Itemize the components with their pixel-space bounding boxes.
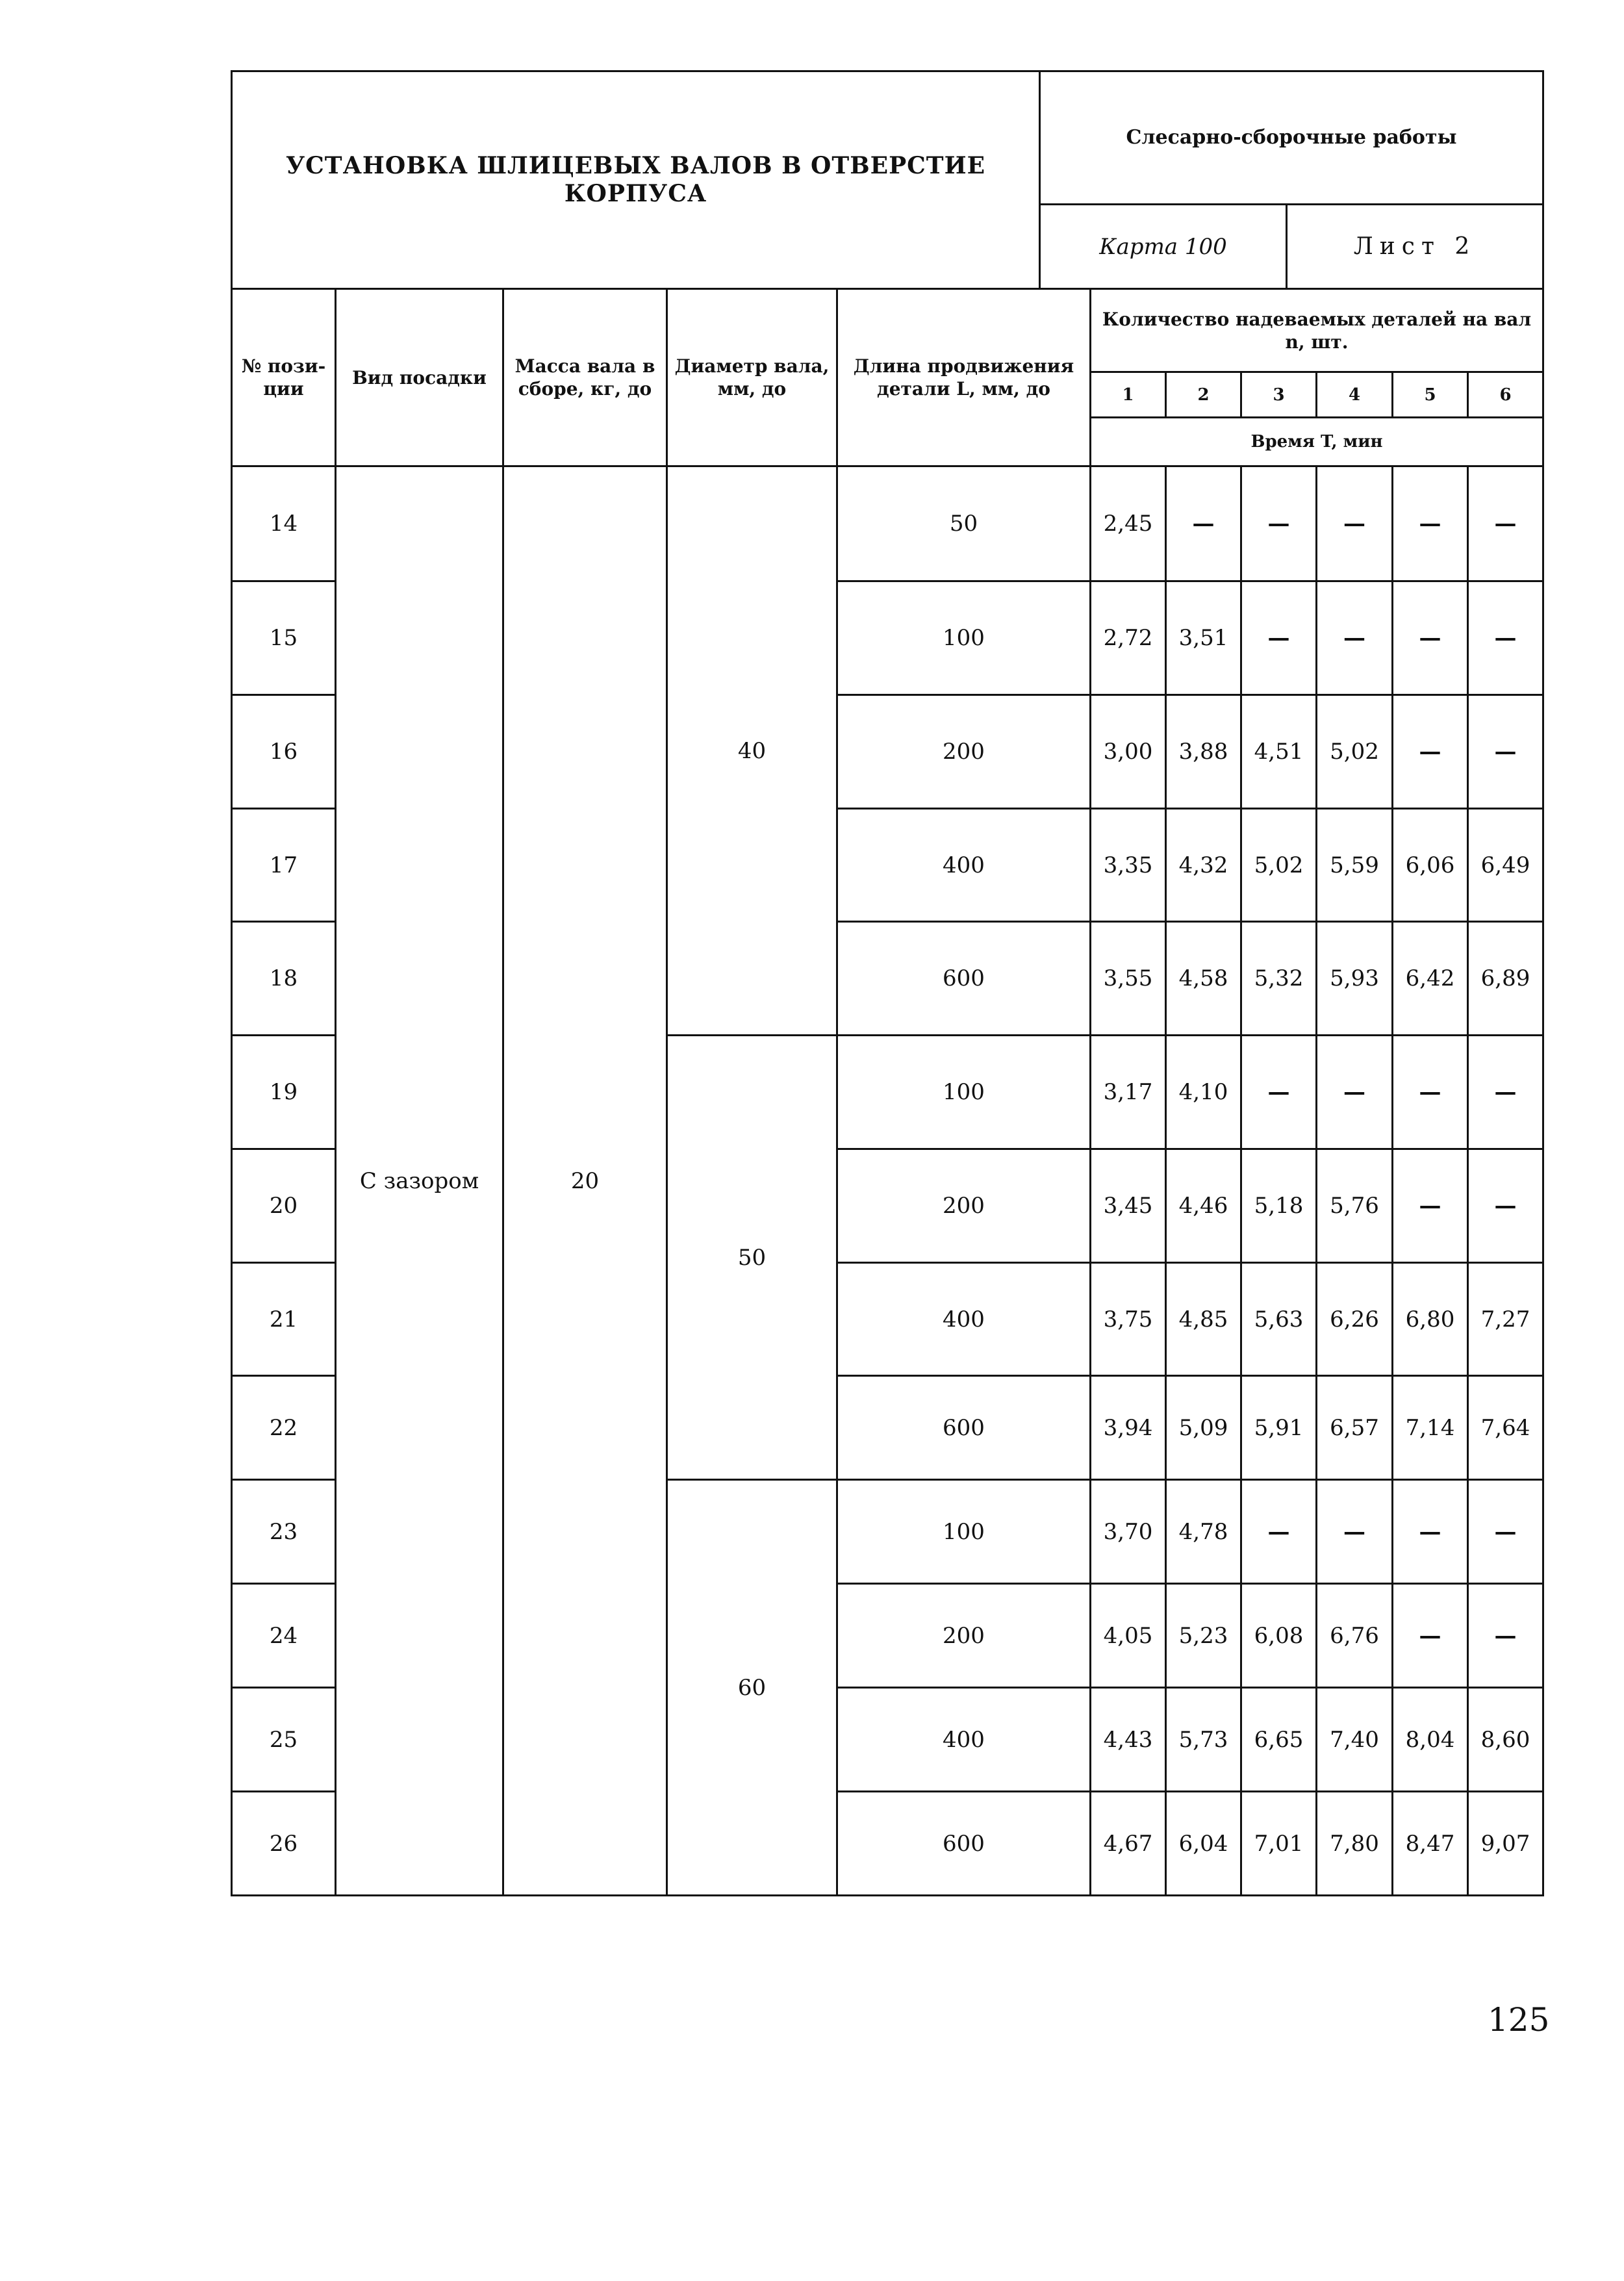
row-position: 22: [232, 1376, 336, 1480]
time-n2: 6,04: [1166, 1792, 1241, 1896]
fit-type-value: С зазором: [336, 466, 503, 1896]
col-time: Время T, мин: [1091, 418, 1543, 466]
length-value: 100: [837, 581, 1091, 695]
time-n3: 6,65: [1241, 1688, 1317, 1792]
length-value: 400: [837, 1688, 1091, 1792]
table-row: [232, 466, 1543, 581]
time-n5: —: [1393, 1036, 1468, 1149]
time-n3: —: [1241, 1036, 1317, 1149]
time-n5: 6,80: [1393, 1263, 1468, 1376]
row-position: 14: [232, 466, 336, 581]
length-value: 100: [837, 1480, 1091, 1584]
time-n1: 3,17: [1091, 1036, 1166, 1149]
time-n1: 3,45: [1091, 1149, 1166, 1263]
row-position: 15: [232, 581, 336, 695]
row-position: 19: [232, 1036, 336, 1149]
time-n5: —: [1393, 581, 1468, 695]
time-n1: 4,43: [1091, 1688, 1166, 1792]
time-n2: 4,10: [1166, 1036, 1241, 1149]
time-n5: 7,14: [1393, 1376, 1468, 1480]
mass-value: 20: [503, 466, 667, 1896]
document-page: [231, 70, 1542, 1894]
length-value: 100: [837, 1036, 1091, 1149]
n-col-2: 2: [1166, 372, 1241, 418]
time-n6: —: [1468, 466, 1543, 581]
col-parts-count: Количество надеваемых деталей на вал n, шт.: [1091, 289, 1543, 372]
length-value: 600: [837, 1376, 1091, 1480]
time-n3: 5,02: [1241, 809, 1317, 922]
time-n6: 8,60: [1468, 1688, 1543, 1792]
card-number: Карта 100: [1040, 205, 1287, 289]
time-n3: 6,08: [1241, 1584, 1317, 1688]
work-type: Слесарно-сборочные работы: [1040, 71, 1543, 205]
time-n5: —: [1393, 1480, 1468, 1584]
time-n6: —: [1468, 1480, 1543, 1584]
time-n4: —: [1317, 1036, 1393, 1149]
time-n4: 7,40: [1317, 1688, 1393, 1792]
time-n5: 6,42: [1393, 922, 1468, 1036]
length-value: 600: [837, 922, 1091, 1036]
time-n5: 8,47: [1393, 1792, 1468, 1896]
data-table: [231, 288, 1544, 1896]
time-n6: 9,07: [1468, 1792, 1543, 1896]
time-n2: 3,51: [1166, 581, 1241, 695]
time-n1: 3,55: [1091, 922, 1166, 1036]
diameter-value: 50: [667, 1036, 837, 1480]
time-n4: 6,57: [1317, 1376, 1393, 1480]
n-col-1: 1: [1091, 372, 1166, 418]
time-n1: 3,00: [1091, 695, 1166, 809]
row-position: 24: [232, 1584, 336, 1688]
row-position: 21: [232, 1263, 336, 1376]
n-col-3: 3: [1241, 372, 1317, 418]
time-n2: 4,58: [1166, 922, 1241, 1036]
col-length: Длина продвижения детали L, мм, до: [837, 289, 1091, 466]
time-n6: —: [1468, 1584, 1543, 1688]
time-n4: 5,02: [1317, 695, 1393, 809]
time-n3: 5,63: [1241, 1263, 1317, 1376]
time-n3: —: [1241, 466, 1317, 581]
time-n1: 2,72: [1091, 581, 1166, 695]
time-n6: —: [1468, 1036, 1543, 1149]
time-n3: 5,91: [1241, 1376, 1317, 1480]
time-n2: —: [1166, 466, 1241, 581]
time-n1: 3,94: [1091, 1376, 1166, 1480]
time-n2: 5,73: [1166, 1688, 1241, 1792]
time-n3: 5,18: [1241, 1149, 1317, 1263]
col-position: № пози-ции: [232, 289, 336, 466]
row-position: 17: [232, 809, 336, 922]
row-position: 25: [232, 1688, 336, 1792]
time-n4: 5,76: [1317, 1149, 1393, 1263]
time-n6: 7,27: [1468, 1263, 1543, 1376]
time-n2: 5,09: [1166, 1376, 1241, 1480]
col-fit-type: Вид посадки: [336, 289, 503, 466]
length-value: 400: [837, 809, 1091, 922]
time-n1: 4,67: [1091, 1792, 1166, 1896]
col-mass: Масса вала в сборе, кг, до: [503, 289, 667, 466]
time-n5: 8,04: [1393, 1688, 1468, 1792]
length-value: 50: [837, 466, 1091, 581]
time-n4: 5,93: [1317, 922, 1393, 1036]
length-value: 200: [837, 1584, 1091, 1688]
diameter-value: 60: [667, 1480, 837, 1896]
length-value: 200: [837, 695, 1091, 809]
doc-title: УСТАНОВКА ШЛИЦЕВЫХ ВАЛОВ В ОТВЕРСТИЕ КОРПУСА: [232, 71, 1040, 289]
time-n3: 7,01: [1241, 1792, 1317, 1896]
n-col-4: 4: [1317, 372, 1393, 418]
page-number: 125: [1488, 2001, 1550, 2039]
time-n4: —: [1317, 581, 1393, 695]
n-col-5: 5: [1393, 372, 1468, 418]
header-table: [231, 70, 1544, 290]
n-col-6: 6: [1468, 372, 1543, 418]
time-n6: 6,89: [1468, 922, 1543, 1036]
row-position: 20: [232, 1149, 336, 1263]
time-n2: 3,88: [1166, 695, 1241, 809]
row-position: 16: [232, 695, 336, 809]
time-n4: —: [1317, 466, 1393, 581]
time-n4: 6,76: [1317, 1584, 1393, 1688]
time-n6: —: [1468, 581, 1543, 695]
time-n6: 7,64: [1468, 1376, 1543, 1480]
time-n5: —: [1393, 1149, 1468, 1263]
time-n5: —: [1393, 695, 1468, 809]
time-n3: 5,32: [1241, 922, 1317, 1036]
time-n3: 4,51: [1241, 695, 1317, 809]
time-n3: —: [1241, 581, 1317, 695]
length-value: 200: [837, 1149, 1091, 1263]
time-n1: 3,75: [1091, 1263, 1166, 1376]
sheet-number: Лист 2: [1287, 205, 1543, 289]
time-n4: 5,59: [1317, 809, 1393, 922]
time-n2: 4,85: [1166, 1263, 1241, 1376]
diameter-value: 40: [667, 466, 837, 1036]
time-n5: —: [1393, 466, 1468, 581]
time-n6: 6,49: [1468, 809, 1543, 922]
time-n1: 3,70: [1091, 1480, 1166, 1584]
time-n6: —: [1468, 1149, 1543, 1263]
row-position: 26: [232, 1792, 336, 1896]
time-n5: —: [1393, 1584, 1468, 1688]
time-n6: —: [1468, 695, 1543, 809]
time-n4: —: [1317, 1480, 1393, 1584]
time-n4: 6,26: [1317, 1263, 1393, 1376]
col-diameter: Диаметр вала, мм, до: [667, 289, 837, 466]
time-n4: 7,80: [1317, 1792, 1393, 1896]
time-n1: 2,45: [1091, 466, 1166, 581]
time-n3: —: [1241, 1480, 1317, 1584]
row-position: 18: [232, 922, 336, 1036]
time-n1: 4,05: [1091, 1584, 1166, 1688]
time-n2: 4,46: [1166, 1149, 1241, 1263]
length-value: 600: [837, 1792, 1091, 1896]
row-position: 23: [232, 1480, 336, 1584]
time-n2: 4,78: [1166, 1480, 1241, 1584]
time-n2: 4,32: [1166, 809, 1241, 922]
time-n2: 5,23: [1166, 1584, 1241, 1688]
length-value: 400: [837, 1263, 1091, 1376]
time-n5: 6,06: [1393, 809, 1468, 922]
time-n1: 3,35: [1091, 809, 1166, 922]
